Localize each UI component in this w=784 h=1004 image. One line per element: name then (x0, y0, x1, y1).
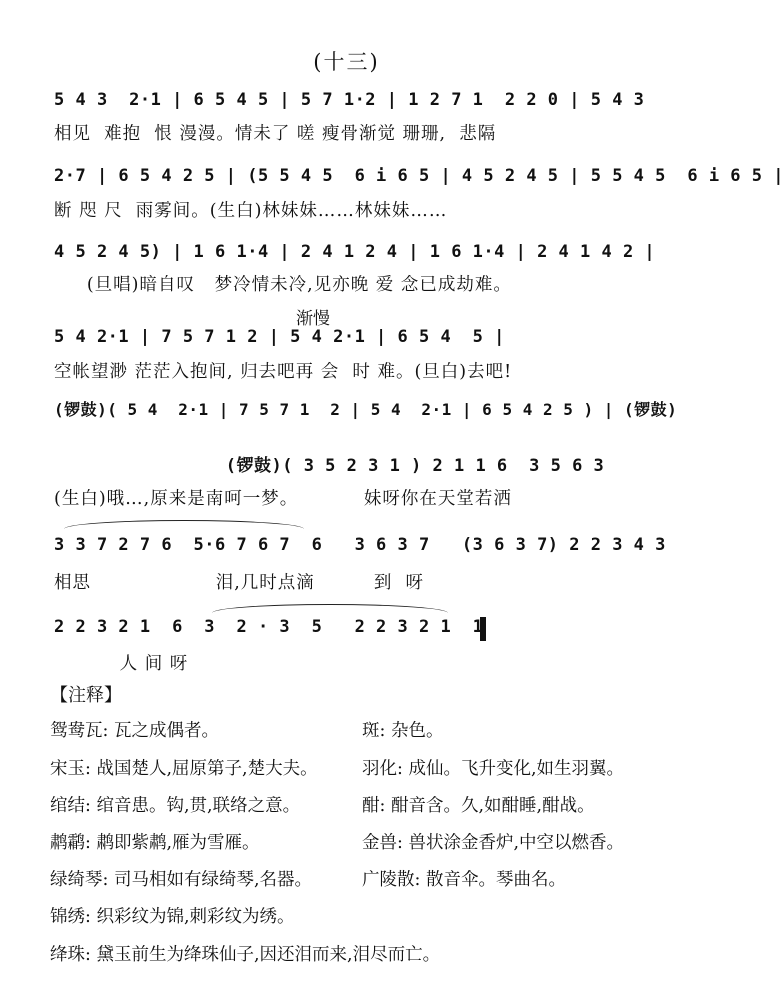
annotation-item: 鸳鸯瓦: 瓦之成偶者。 (50, 721, 219, 741)
notation-line-7: 3 3 7 2 7 6 5·6 7 6 7 6 3 6 3 7 (3 6 3 7) 2 2 3 4 3 (54, 535, 666, 555)
annotation-item: 绛珠: 黛玉前生为绛珠仙子,因还泪而来,泪尽而亡。 (50, 945, 441, 965)
tempo-mark: 渐慢 (296, 309, 330, 329)
annotation-item: 绾结: 绾音患。钩,贯,联络之意。 (50, 796, 301, 816)
notation-line-5: (锣鼓)( 5 4 2·1 | 7 5 7 1 2 | 5 4 2·1 | 6 5 4 2 5 ) | (锣鼓) (54, 400, 678, 419)
notation-line-1: 5 4 3 2·1 | 6 5 4 5 | 5 7 1·2 | 1 2 7 1 2 2 0 | 5 4 3 (54, 90, 645, 110)
annotation-item: 广陵散: 散音伞。琴曲名。 (362, 870, 566, 890)
lyrics-line-8: 人 间 呀 (54, 654, 189, 674)
annotation-item: 锦绣: 织彩纹为锦,刺彩纹为绣。 (50, 907, 295, 927)
notation-line-6: (锣鼓)( 3 5 2 3 1 ) 2 1 1 6 3 5 6 3 (54, 456, 605, 476)
lyrics-line-6: (生白)哦…,原来是南呵一梦。 妹呀你在天堂若洒 (54, 489, 512, 509)
lyrics-line-2: 断 咫 尺 雨雾间。(生白)林妹妹……林妹妹…… (54, 201, 448, 221)
lyrics-line-3: (旦唱)暗自叹 梦冷情未冷,见亦晚 爱 念已成劫难。 (54, 275, 512, 295)
page-title: (十三) (313, 50, 380, 74)
annotation-item: 金兽: 兽状涂金香炉,中空以燃香。 (362, 833, 625, 853)
slur-arc (64, 520, 304, 529)
notation-line-4: 5 4 2·1 | 7 5 7 1 2 | 5 4 2·1 | 6 5 4 5 | (54, 327, 505, 347)
notation-line-3: 4 5 2 4 5) | 1 6 1·4 | 2 4 1 2 4 | 1 6 1·4 | 2 4 1 4 2 | (54, 242, 656, 262)
annotation-item: 羽化: 成仙。飞升变化,如生羽翼。 (362, 759, 625, 779)
annotation-item: 斑: 杂色。 (362, 721, 444, 741)
annotation-item: 宋玉: 战国楚人,屈原第子,楚大夫。 (50, 759, 318, 779)
annotations-heading: 【注释】 (50, 685, 122, 706)
annotation-item: 鹔鹴: 鹔即紫鹔,雁为雪雁。 (50, 833, 260, 853)
slur-arc (212, 604, 448, 613)
lyrics-line-1: 相见 难抱 恨 漫漫。情未了 嗟 瘦骨渐觉 珊珊, 悲隔 (54, 124, 497, 144)
notation-line-2: 2·7 | 6 5 4 2 5 | (5 5 4 5 6 i 6 5 | 4 5 2 4 5 | 5 5 4 5 6 i 6 5 | (54, 166, 784, 186)
annotation-item: 酣: 酣音含。久,如酣睡,酣战。 (362, 796, 595, 816)
final-barline (480, 617, 486, 641)
lyrics-line-4: 空帐望渺 茫茫入抱间, 归去吧再 会 时 难。(旦白)去吧! (54, 362, 513, 382)
notation-line-8: 2 2 3 2 1 6 3 2 · 3 5 2 2 3 2 1 1 (54, 617, 484, 637)
annotation-item: 绿绮琴: 司马相如有绿绮琴,名器。 (50, 870, 313, 890)
lyrics-line-7: 相思 泪,几时点滴 到 呀 (54, 573, 424, 593)
